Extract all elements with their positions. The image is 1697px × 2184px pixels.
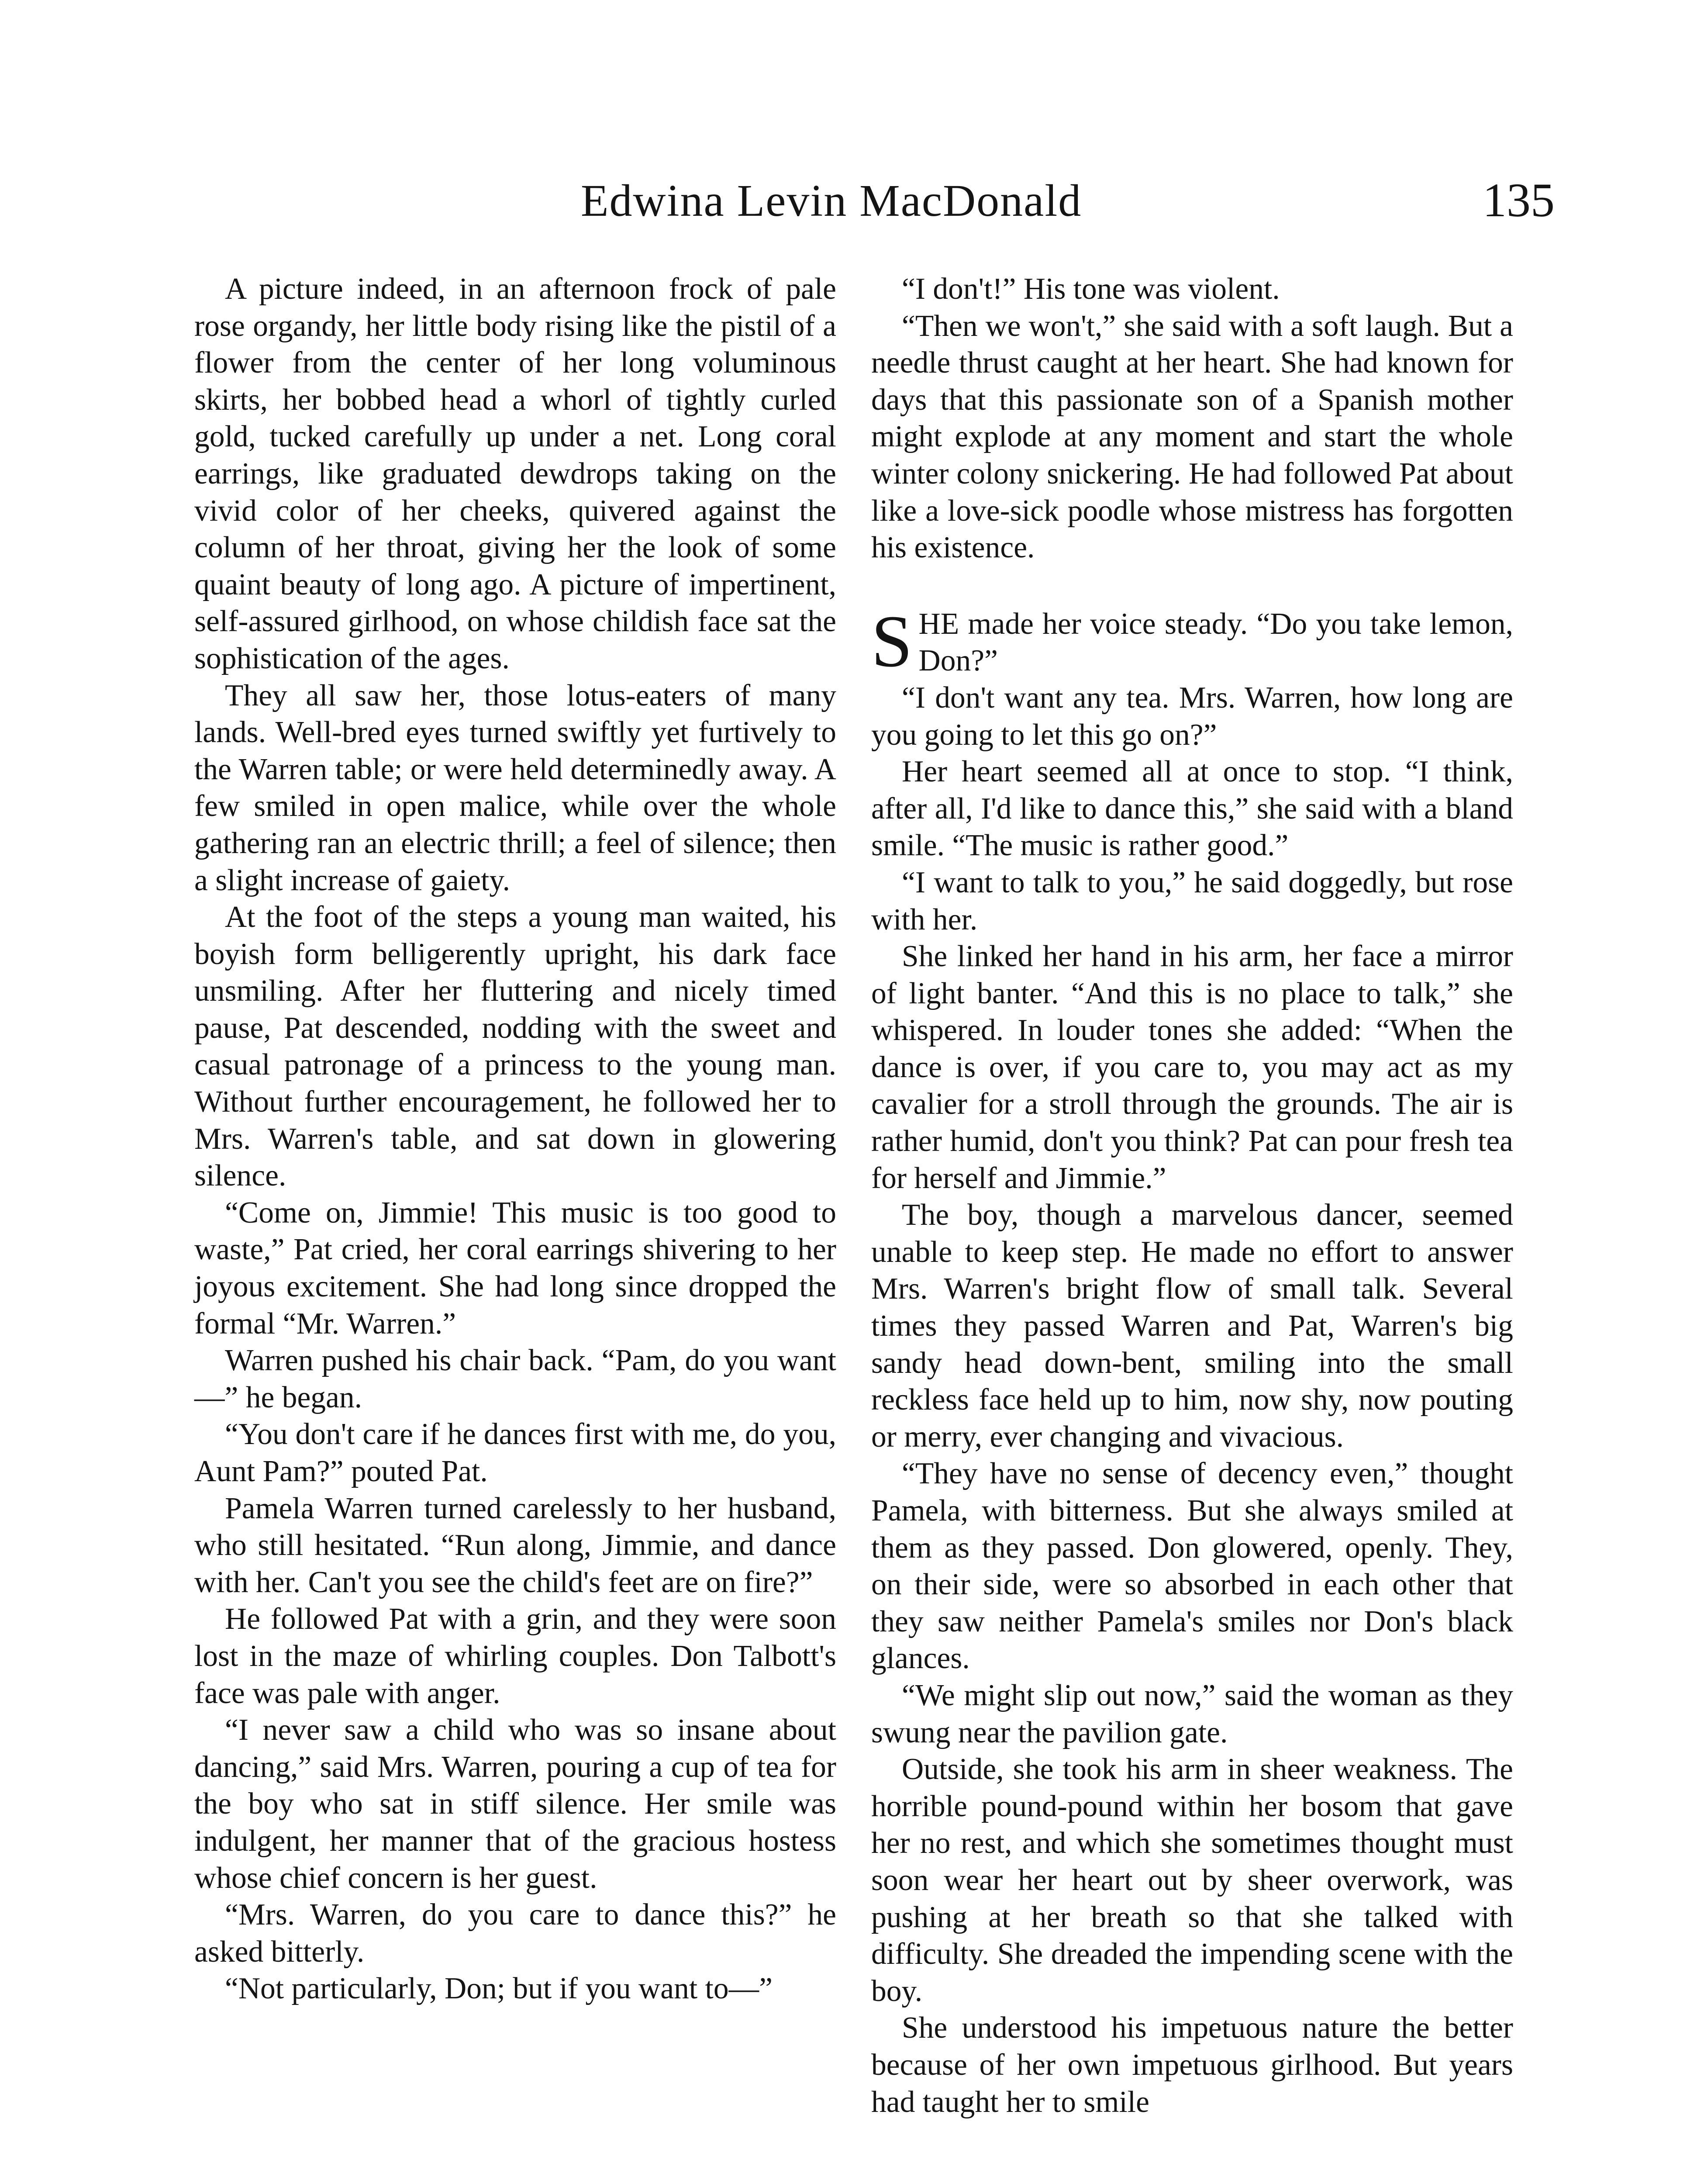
paragraph: They all saw her, those lotus-eaters of many lands. Well-bred eyes turned swiftly yet furtively to the Warren table; or were held determinedly away. A few smiled in open malice, while over the whole gathering ran an electric thrill; a feel of silence; then a slight increase of gaiety. xyxy=(194,678,836,897)
right-column xyxy=(871,271,1513,2121)
paragraph: “I never saw a child who was so insane about dancing,” said Mrs. Warren, pouring a cup of tea for the boy who sat in stiff silence. Her smile was indulgent, her manner that of the gracious hostess whose chief concern is her guest. xyxy=(194,1713,836,1895)
paragraph: She understood his impetuous nature the better because of her own impetuous girlhood. But years had taught her to smile xyxy=(871,2011,1513,2119)
paragraph: “We might slip out now,” said the woman as they swung near the pavilion gate. xyxy=(871,1678,1513,1749)
left-column xyxy=(194,271,836,2008)
section-opening-paragraph xyxy=(871,600,1513,682)
paragraph: “Not particularly, Don; but if you want to—” xyxy=(225,1972,773,2006)
paragraph: “I don't want any tea. Mrs. Warren, how long are you going to let this go on?” xyxy=(871,681,1513,752)
paragraph: A picture indeed, in an afternoon frock of pale rose organdy, her little body rising like the pistil of a flower from the center of her long voluminous skirts, her bobbed head a whorl of tightly curled gold, tucked carefully up under a net. Long coral earrings, like graduated dewdrops taking on the vivid color of her cheeks, quivered against the column of her throat, giving her the look of some quaint beauty of long ago. A picture of impertinent, self-assured girlhood, on whose childish face sat the sophistication of the ages. xyxy=(194,272,836,675)
paragraph: “Then we won't,” she said with a soft laugh. But a needle thrust caught at her heart. She had known for days that this passionate son of a Spanish mother might explode at any moment and start the whole winter colony snickering. He had followed Pat about like a love-sick poodle whose mistress has forgotten his existence. xyxy=(871,309,1513,565)
paragraph: “I don't!” His tone was violent. xyxy=(902,272,1280,306)
paragraph: At the foot of the steps a young man waited, his boyish form belligerently upright, his dark face unsmiling. After her fluttering and nicely timed pause, Pat descended, nodding with the sweet and casual patronage of a princess to the young man. Without further encouragement, he followed her to Mrs. Warren's table, and sat down in glowering silence. xyxy=(194,900,836,1193)
paragraph: Outside, she took his arm in sheer weakness. The horrible pound-pound within her bosom that gave her no rest, and which she sometimes thought must soon wear her heart out by sheer overwork, was pushing at her breath so that she talked with difficulty. She dreaded the impending scene with the boy. xyxy=(871,1752,1513,2008)
paragraph: “Mrs. Warren, do you care to dance this?” he asked bitterly. xyxy=(194,1898,836,1969)
paragraph: “You don't care if he dances first with me, do you, Aunt Pam?” pouted Pat. xyxy=(194,1417,836,1488)
paragraph: The boy, though a marvelous dancer, seemed unable to keep step. He made no effort to answer Mrs. Warren's bright flow of small talk. Several times they passed Warren and Pat, Warren's big sandy head down-bent, smiling into the small reckless face held up to him, now shy, now pouting or merry, ever changing and vivacious. xyxy=(871,1198,1513,1454)
paragraph: “They have no sense of decency even,” thought Pamela, with bitterness. But she always smiled at them as they passed. Don glowered, openly. They, on their side, were so absorbed in each other that they saw neither Pamela's smiles nor Don's black glances. xyxy=(871,1457,1513,1676)
paragraph: “Come on, Jimmie! This music is too good to waste,” Pat cried, her coral earrings shivering to her joyous excitement. She had long since dropped the formal “Mr. Warren.” xyxy=(194,1196,836,1341)
section-opening-text: HE made her voice steady. “Do you take lemon, Don?” xyxy=(918,607,1513,678)
paragraph: She linked her hand in his arm, her face a mirror of light banter. “And this is no place to talk,” she whispered. In louder tones she added: “When the dance is over, if you care to, you may act as my cavalier for a stroll through the grounds. The air is rather humid, don't you think? Pat can pour fresh tea for herself and Jimmie.” xyxy=(871,940,1513,1195)
paragraph: Warren pushed his chair back. “Pam, do you want—” he began. xyxy=(194,1344,836,1414)
paragraph: “I want to talk to you,” he said doggedly, but rose with her. xyxy=(871,865,1513,936)
paragraph: Pamela Warren turned carelessly to her husband, who still hesitated. “Run along, Jimmie, and dance with her. Can't you see the child's feet are on fire?” xyxy=(194,1491,836,1599)
drop-cap: S xyxy=(871,600,913,682)
page-number: 135 xyxy=(1483,173,1555,227)
paragraph: Her heart seemed all at once to stop. “I think, after all, I'd like to dance this,” she said with a bland smile. “The music is rather good.” xyxy=(871,755,1513,863)
paragraph: He followed Pat with a grin, and they were soon lost in the maze of whirling couples. Don Talbott's face was pale with anger. xyxy=(194,1602,836,1710)
running-head: Edwina Levin MacDonald xyxy=(581,176,1082,226)
